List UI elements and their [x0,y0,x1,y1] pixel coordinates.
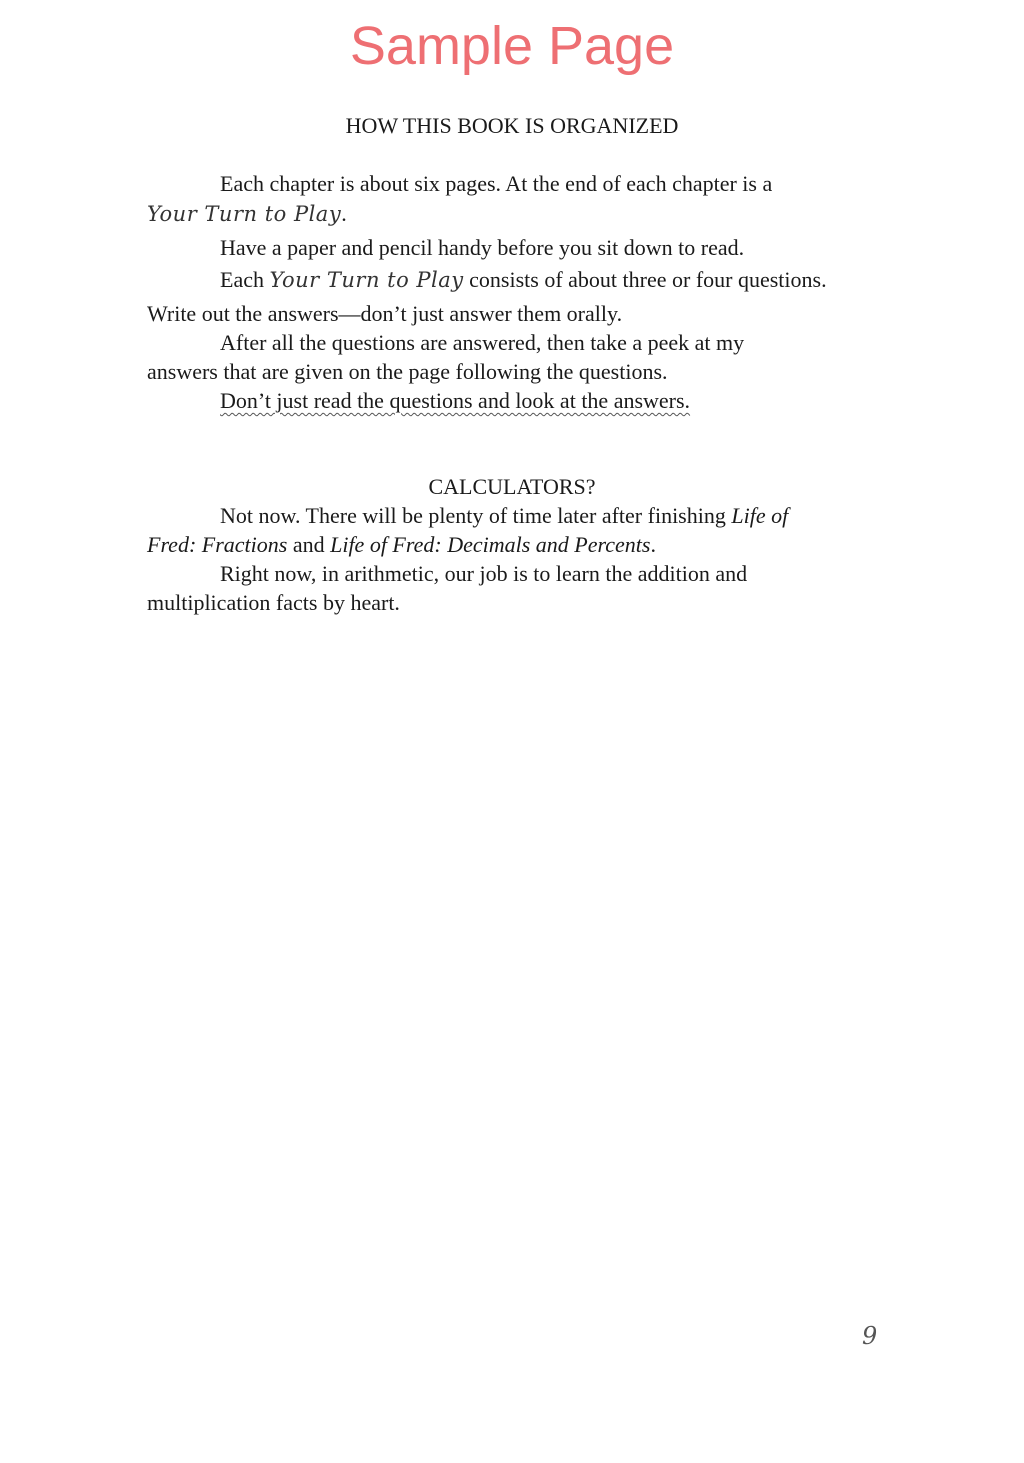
book-title: Life of Fred: Decimals and Percents [330,532,651,557]
script-phrase: Your Turn to Play [269,268,464,292]
emphasized-sentence: Don’t just read the questions and look at the answers. [220,388,691,413]
book-title: Life of [731,503,789,528]
page-number: 9 [862,1322,878,1350]
paragraph-line: multiplication facts by heart. [147,590,400,615]
paragraph-line [147,531,656,559]
section-heading-organization: HOW THIS BOOK IS ORGANIZED [345,113,679,138]
paragraph-line: Right now, in arithmetic, our job is to learn the addition and [220,561,748,586]
paragraph-line [220,387,690,415]
punctuation: . [650,532,656,557]
paragraph-line [147,200,347,228]
script-phrase: Your Turn to Play [147,202,342,226]
paragraph-line: After all the questions are answered, then take a peek at my [220,330,745,355]
punctuation: . [341,201,347,226]
sample-page-watermark: Sample Page [349,16,675,76]
text-segment: Not now. There will be plenty of time later after finishing [220,503,732,528]
paragraph-line: Each chapter is about six pages. At the end of each chapter is a [220,171,773,196]
text-segment: Each [220,267,270,292]
text-segment: and [287,532,331,557]
paragraph-line: Write out the answers—don’t just answer them orally. [147,301,623,326]
book-title: Fred: Fractions [147,532,288,557]
paragraph-line [220,502,788,530]
paragraph-line: answers that are given on the page following the questions. [147,359,668,384]
paragraph-line: Have a paper and pencil handy before you sit down to read. [220,235,745,260]
section-heading-calculators: CALCULATORS? [428,474,596,499]
text-segment: consists of about three or four questions. [463,267,827,292]
paragraph-line [220,266,827,294]
